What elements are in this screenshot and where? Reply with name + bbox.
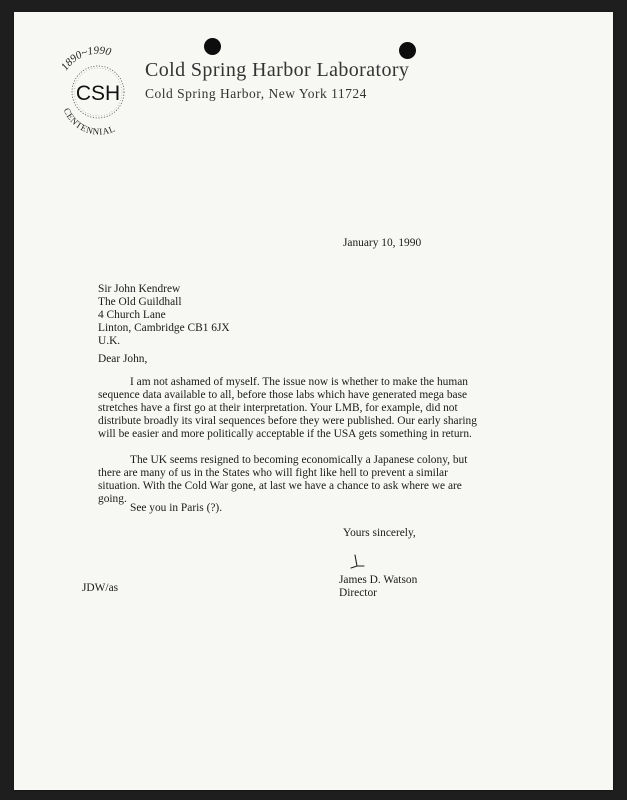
- paragraph-line: going.: [98, 493, 127, 505]
- paragraph-3: See you in Paris (?).: [130, 502, 223, 514]
- institution-address: Cold Spring Harbor, New York 11724: [145, 86, 367, 101]
- logo-initials: CSH: [75, 82, 121, 105]
- paragraph-line: distribute broadly its viral sequences before they were published. Our early sharing: [98, 415, 477, 427]
- csh-centennial-logo: [50, 42, 146, 138]
- letter-page: [14, 12, 613, 790]
- closing: Yours sincerely,: [343, 527, 416, 539]
- paragraph-1: [98, 376, 477, 441]
- punch-hole-right: [399, 42, 416, 59]
- signer-name: James D. Watson: [339, 574, 418, 586]
- salutation: Dear John,: [98, 353, 148, 365]
- paragraph-2: [98, 454, 467, 506]
- paragraph-line: there are many of us in the States who will fight like hell to prevent a similar: [98, 467, 448, 479]
- paragraph-line: will be easier and more politically acceptable if the USA gets something in return.: [98, 428, 472, 440]
- recipient-line: Linton, Cambridge CB1 6JX: [98, 322, 230, 334]
- recipient-line: The Old Guildhall: [98, 296, 182, 308]
- recipient-line: 4 Church Lane: [98, 309, 166, 321]
- signer-title: Director: [339, 587, 377, 599]
- paragraph-line: The UK seems resigned to becoming economically a Japanese colony, but: [130, 454, 468, 466]
- paragraph-line: I am not ashamed of myself. The issue now is whether to make the human: [130, 376, 468, 388]
- paragraph-line: situation. With the Cold War gone, at last we have a chance to ask where we are: [98, 480, 462, 492]
- recipient-line: U.K.: [98, 335, 121, 347]
- punch-hole-left: [204, 38, 221, 55]
- logo-years: 1890~1990: [58, 44, 113, 73]
- logo-centennial: CENTENNIAL: [61, 106, 117, 137]
- paragraph-line: stretches have a first go at their interpretation. Your LMB, for example, did not: [98, 402, 458, 414]
- paragraph-line: sequence data available to all, before those labs which have generated mega base: [98, 389, 468, 401]
- recipient-line: Sir John Kendrew: [98, 283, 181, 295]
- institution-name: Cold Spring Harbor Laboratory: [145, 59, 410, 81]
- reference-initials: JDW/as: [82, 582, 119, 594]
- signer-block: [339, 574, 417, 600]
- recipient-address: [98, 283, 230, 348]
- handwritten-signature: [344, 552, 376, 572]
- letter-date: January 10, 1990: [343, 237, 422, 249]
